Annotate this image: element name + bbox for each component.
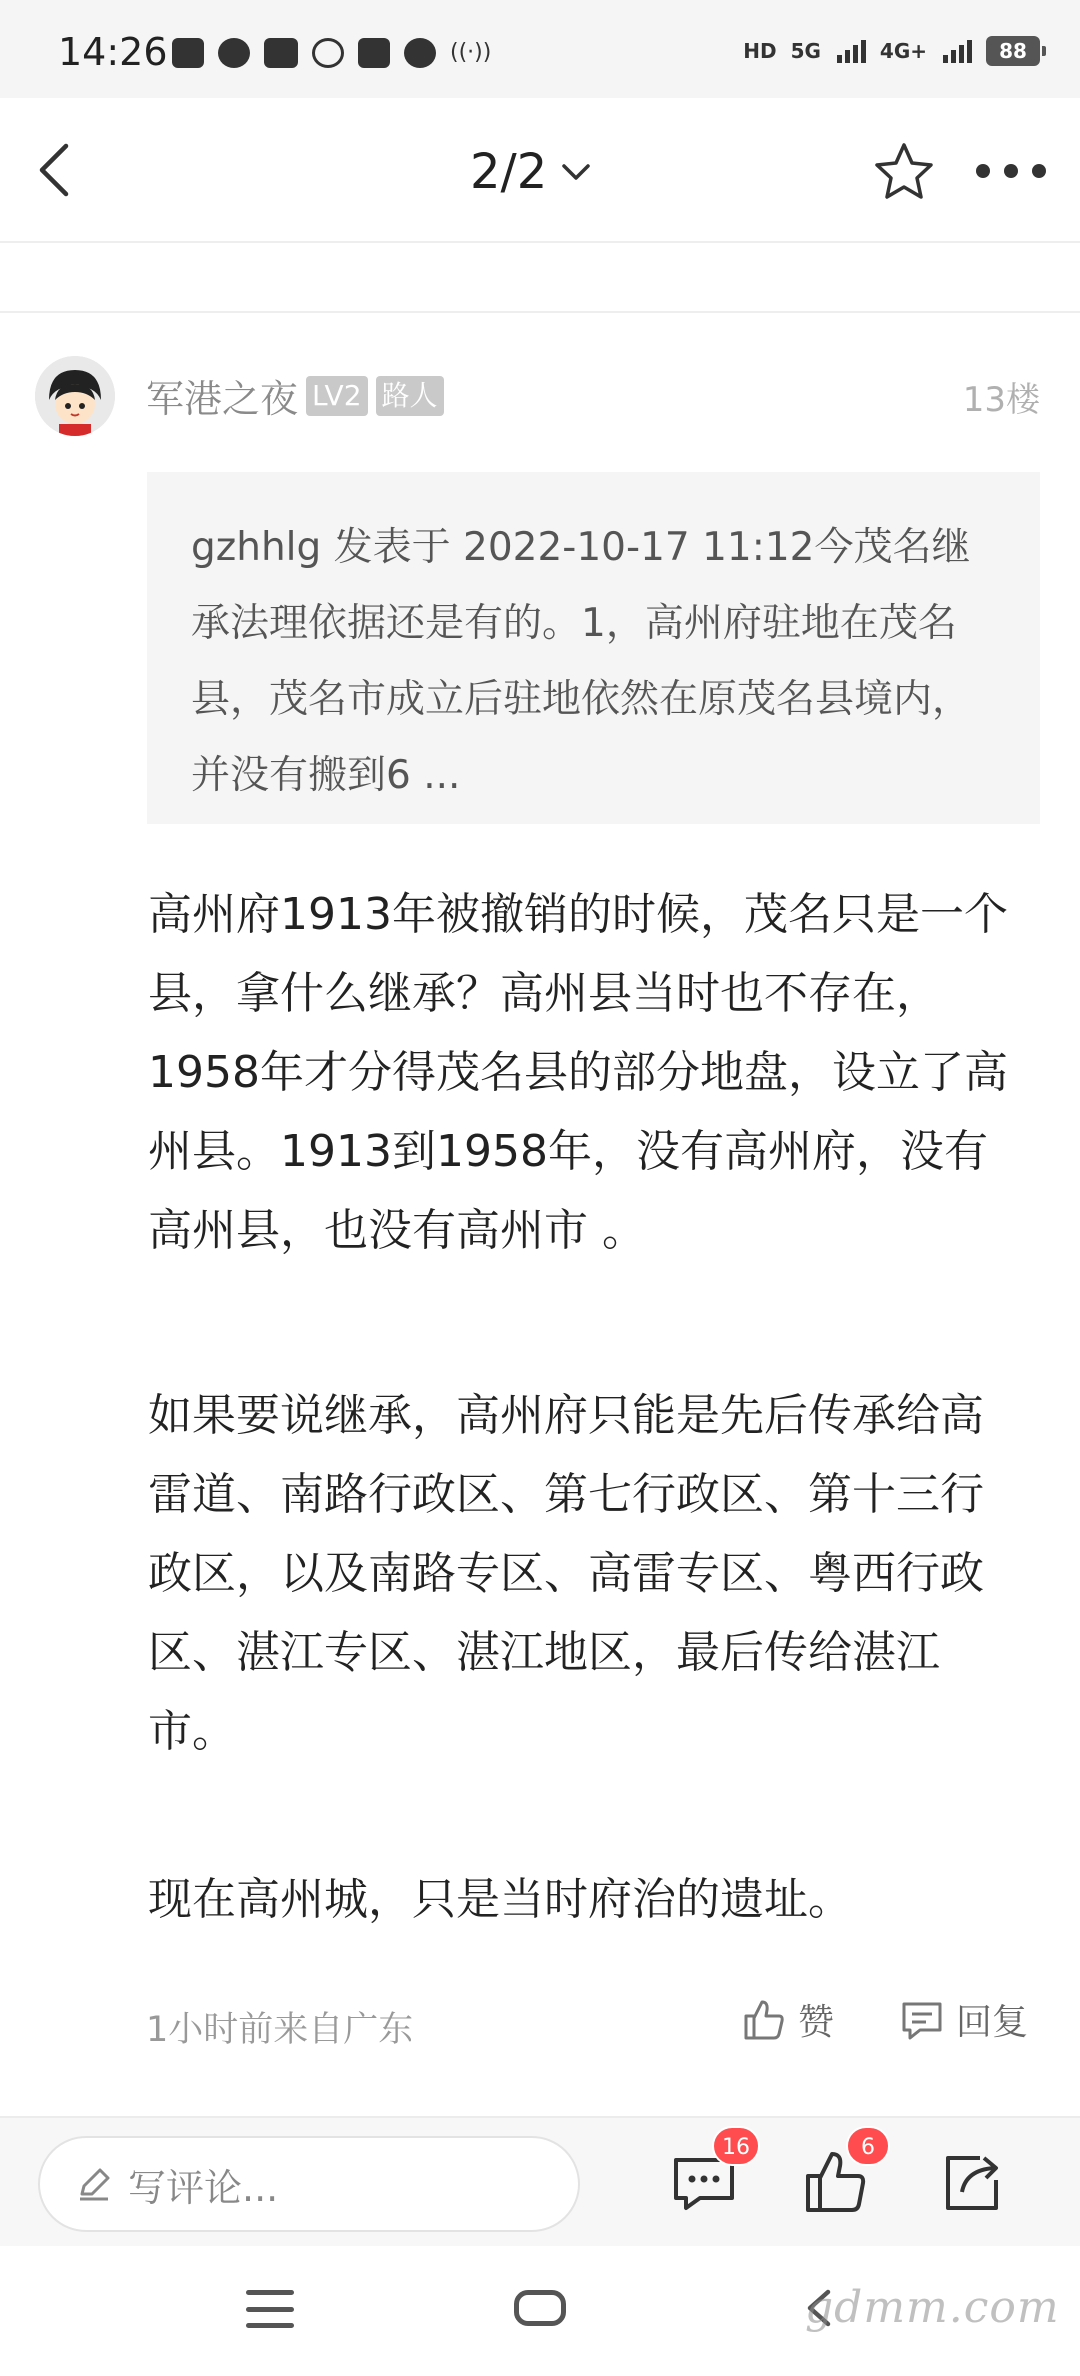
author-name[interactable]: 军港之夜 <box>146 377 299 421</box>
pencil-icon <box>74 2164 114 2204</box>
battery-icon: 88 <box>986 36 1040 66</box>
hd-label: HD <box>743 39 777 63</box>
more-options-icon[interactable] <box>976 164 1046 180</box>
chat-bubble-icon <box>218 38 250 68</box>
post-author-row <box>146 368 444 423</box>
like-count-badge: 6 <box>846 2126 890 2166</box>
signal-4g-icon <box>943 39 972 63</box>
signal-5g-icon <box>837 39 866 63</box>
post-paragraph-1: 高州府1913年被撤销的时候，茂名只是一个县，拿什么继承？高州县当时也不存在，1958年才分得茂名县的部分地盘，设立了高州县。1913到1958年，没有高州府，没有高州县，也没有高州市 。 <box>148 889 1008 1256</box>
mail-icon <box>172 38 204 68</box>
section-divider <box>0 243 1080 313</box>
system-nav-bar <box>0 2246 1080 2376</box>
home-icon[interactable] <box>514 2290 566 2326</box>
status-time: 14:26 <box>58 30 168 74</box>
level-badge: LV2 <box>306 376 368 416</box>
star-icon[interactable] <box>872 140 936 204</box>
comment-input[interactable] <box>38 2136 580 2232</box>
floor-number: 13楼 <box>962 380 1040 420</box>
reply-label: 回复 <box>956 2002 1029 2043</box>
bottom-action-bar <box>0 2116 1080 2246</box>
notification-icons <box>172 38 492 68</box>
like-button[interactable] <box>740 1994 834 2045</box>
music-app-icon <box>358 38 390 68</box>
watermark: gdmm.com <box>805 2282 1060 2333</box>
like-label: 赞 <box>798 2002 835 2043</box>
quote-text: gzhhlg 发表于 2022-10-17 11:12今茂名继承法理依据还是有的。1，高州府驻地在茂名县，茂名市成立后驻地依然在原茂名县境内，并没有搬到6 ... <box>191 525 972 798</box>
reply-bubble-icon <box>898 1996 946 2044</box>
system-status-icons <box>743 36 1040 66</box>
play-icon <box>312 38 344 68</box>
post-paragraph-2: 如果要说继承，高州府只能是先后传承给高雷道、南路行政区、第七行政区、第十三行政区，以及南路专区、高雷专区、粤西行政区、湛江专区、湛江地区，最后传给湛江市。 <box>148 1390 984 1757</box>
status-bar <box>0 0 1080 98</box>
post-meta: 1小时前来自广东 <box>146 2010 414 2050</box>
page-indicator: 2/2 <box>470 144 548 200</box>
comment-count-badge: 16 <box>712 2126 760 2166</box>
share-icon[interactable] <box>936 2146 1008 2218</box>
back-arrow-icon[interactable] <box>30 140 90 200</box>
chevron-down-icon <box>559 155 593 189</box>
hotspot-icon: ((·)) <box>450 40 492 65</box>
post-paragraph-3: 现在高州城，只是当时府治的遗址。 <box>148 1874 852 1925</box>
quote-block[interactable] <box>147 472 1040 824</box>
thumbs-up-icon <box>740 1996 788 2044</box>
comment-placeholder: 写评论... <box>128 2165 279 2210</box>
reply-button[interactable] <box>898 1994 1028 2045</box>
network-4g-label: 4G+ <box>879 39 927 63</box>
avatar[interactable] <box>35 356 115 436</box>
news-app-icon <box>264 38 298 68</box>
page-selector[interactable] <box>470 144 593 200</box>
recent-apps-icon[interactable] <box>246 2290 294 2328</box>
avatar-face-icon <box>35 356 115 436</box>
top-nav <box>0 98 1080 243</box>
network-5g-label: 5G <box>790 39 821 63</box>
compass-app-icon <box>404 38 436 68</box>
role-badge: 路人 <box>376 376 444 416</box>
